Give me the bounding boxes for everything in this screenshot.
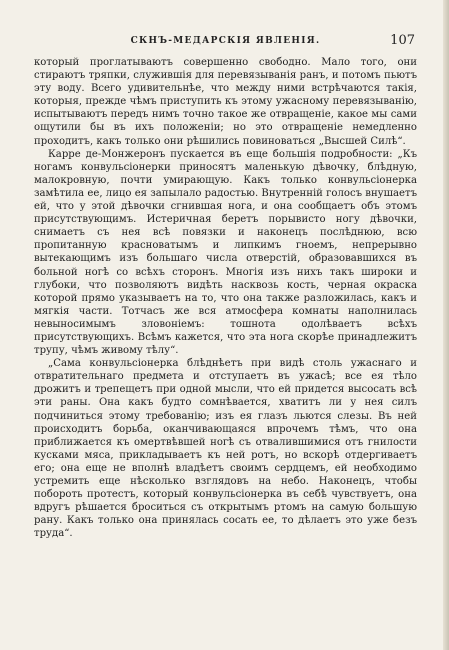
running-title: СКНЪ-МЕДАРСКІЯ ЯВЛЕНІЯ. [130, 36, 321, 46]
page-number: 107 [390, 33, 415, 48]
body-text [34, 56, 417, 540]
page-header [34, 33, 417, 50]
paragraph-3: „Сама конвульсіонерка блѣднѣетъ при видѣ столь ужаснаго и отвратительнаго предмета и отступаетъ въ ужасѣ; все ея тѣло дрожитъ и трепещетъ при одной мысли, что ей придется высосать всѣ эти раны. Она какъ будто сомнѣвается, хватитъ ли у нея силъ подчиниться этому требованію; изъ ея глазъ льются слезы. Въ ней происходитъ борьба, оканчивающаяся впрочемъ тѣмъ, что она приближается къ омертвѣвшей ногѣ съ отвалившимися отъ гнилости кусками мяса, прикладываетъ къ ней ротъ, но вскорѣ отдергиваетъ его; она еще не вполнѣ владѣетъ своимъ сердцемъ, ей необходимо устремить еще нѣсколько взглядовъ на небо. Наконецъ, чтобы побороть протестъ, который конвульсіонерка въ себѣ чувствуетъ, она вдругъ рѣшается броситься съ открытымъ ртомъ на самую большую рану. Какъ только она принялась сосать ее, то дѣлаетъ это уже безъ труда“. [34, 358, 417, 540]
page-edge [443, 0, 449, 650]
paragraph-2: Карре де-Монжеронъ пускается въ еще большія подробности: „Къ ногамъ конвульсіонерки приносятъ маленькую дѣвочку, блѣдную, малокровную, почти умирающую. Какъ только конвульсіонерка замѣтила ее, лицо ея запылало радостью. Внутренній голосъ внушаетъ ей, что у этой дѣвочки сгнившая нога, и она сообщаетъ объ этомъ присутствующимъ. Истеричная беретъ порывисто ногу дѣвочки, снимаетъ съ нея всѣ повязки и наконецъ послѣднюю, всю пропитанную красноватымъ и липкимъ гноемъ, непрерывно вытекающимъ изъ большаго числа отверстій, образовавшихся въ больной ногѣ со всѣхъ сторонъ. Многія изъ нихъ такъ широки и глубоки, что позволяютъ видѣть насквозь кость, черная окраска которой прямо указываетъ на то, что она также разложилась, какъ и мягкія части. Тотчасъ же вся атмосфера комнаты наполнилась невыносимымъ зловоніемъ: тошнота одолѣваетъ всѣхъ присутствующихъ. Всѣмъ кажется, что эта нога скорѣе принадлежитъ трупу, чѣмъ живому тѣлу“. [34, 148, 417, 357]
paragraph-1: который проглатываютъ совершенно свободно. Мало того, они стираютъ тряпки, служившія для перевязыванія ранъ, и потомъ пьютъ эту воду. Всего удивительнѣе, что между ними встрѣчаются такія, которыя, прежде чѣмъ приступить къ этому ужасному перевязыванію, испытываютъ передъ нимъ точно такое же отвращеніе, какое мы сами ощутили бы въ ихъ положеніи; но это отвращеніе немедленно проходитъ, какъ только они рѣшились повиноваться „Высшей Силѣ“. [34, 57, 417, 147]
